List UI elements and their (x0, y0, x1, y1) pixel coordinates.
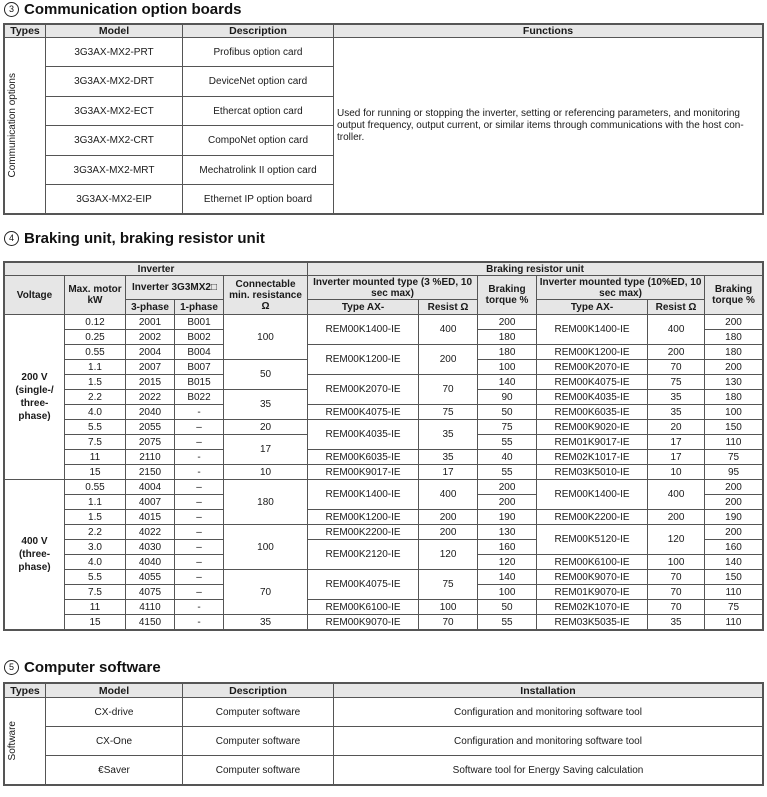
type-3ed-cell: REM00K1400-IE (308, 480, 419, 510)
torque-3ed-cell: 90 (478, 390, 537, 405)
resist-10ed-cell: 75 (648, 375, 705, 390)
table-row (5, 727, 763, 756)
resist-3ed-cell: 70 (419, 375, 478, 405)
min-resistance-cell: 100 (224, 315, 308, 360)
model-cell: CX-One (46, 727, 183, 756)
torque-10ed-cell: 180 (705, 330, 763, 345)
resist-10ed-cell: 35 (648, 390, 705, 405)
type-3ed-cell: REM00K6035-IE (308, 450, 419, 465)
model-3-phase-cell: 4075 (126, 585, 175, 600)
header-inverter-model: Inverter 3G3MX2□ (126, 276, 224, 300)
table-row (5, 510, 763, 525)
min-resistance-cell: 35 (224, 615, 308, 630)
model-3-phase-cell: 2022 (126, 390, 175, 405)
torque-3ed-cell: 55 (478, 465, 537, 480)
kw-cell: 15 (65, 615, 126, 630)
kw-cell: 11 (65, 600, 126, 615)
voltage-400v: 400 V (three- phase) (5, 480, 65, 630)
type-3ed-cell: REM00K1400-IE (308, 315, 419, 345)
torque-10ed-cell: 100 (705, 405, 763, 420)
torque-3ed-cell: 50 (478, 600, 537, 615)
resist-3ed-cell: 75 (419, 570, 478, 600)
model-1-phase-cell: – (175, 510, 224, 525)
torque-10ed-cell: 150 (705, 420, 763, 435)
model-1-phase-cell: – (175, 420, 224, 435)
communication-option-boards-table (4, 24, 763, 214)
table-row (5, 405, 763, 420)
resist-10ed-cell: 17 (648, 450, 705, 465)
min-resistance-cell: 17 (224, 435, 308, 465)
type-10ed-cell: REM02K1017-IE (537, 450, 648, 465)
type-10ed-cell: REM00K1400-IE (537, 480, 648, 510)
model-3-phase-cell: 4110 (126, 600, 175, 615)
table-row (5, 756, 763, 785)
torque-3ed-cell: 200 (478, 315, 537, 330)
model-1-phase-cell: – (175, 525, 224, 540)
model-1-phase-cell: B002 (175, 330, 224, 345)
model-cell: 3G3AX-MX2-ECT (46, 97, 183, 126)
model-1-phase-cell: - (175, 600, 224, 615)
min-resistance-cell: 100 (224, 525, 308, 570)
model-1-phase-cell: – (175, 555, 224, 570)
torque-3ed-cell: 200 (478, 480, 537, 495)
kw-cell: 1.5 (65, 375, 126, 390)
header-braking-torque-10ed: Braking torque % (705, 276, 763, 315)
header-3-phase: 3-phase (126, 300, 175, 315)
kw-cell: 1.5 (65, 510, 126, 525)
kw-cell: 2.2 (65, 525, 126, 540)
header-1-phase: 1-phase (175, 300, 224, 315)
table-row (5, 465, 763, 480)
table-row (5, 615, 763, 630)
kw-cell: 11 (65, 450, 126, 465)
model-1-phase-cell: - (175, 615, 224, 630)
header-model: Model (46, 684, 183, 698)
torque-3ed-cell: 40 (478, 450, 537, 465)
resist-10ed-cell: 400 (648, 480, 705, 510)
type-label: Communication options (7, 73, 18, 178)
kw-cell: 15 (65, 465, 126, 480)
type-3ed-cell: REM00K4075-IE (308, 405, 419, 420)
type-10ed-cell: REM01K9070-IE (537, 585, 648, 600)
model-3-phase-cell: 2150 (126, 465, 175, 480)
header-braking-resistor-unit: Braking resistor unit (308, 263, 763, 276)
type-10ed-cell: REM03K5010-IE (537, 465, 648, 480)
model-1-phase-cell: B022 (175, 390, 224, 405)
type-10ed-cell: REM00K4035-IE (537, 390, 648, 405)
type-10ed-cell: REM00K4075-IE (537, 375, 648, 390)
description-cell: DeviceNet option card (183, 67, 334, 97)
torque-10ed-cell: 200 (705, 480, 763, 495)
header-mounted-3ed: Inverter mounted type (3 %ED, 10 sec max) (308, 276, 478, 300)
torque-10ed-cell: 75 (705, 450, 763, 465)
type-10ed-cell: REM00K5120-IE (537, 525, 648, 555)
type-10ed-cell: REM02K1070-IE (537, 600, 648, 615)
resist-3ed-cell: 75 (419, 405, 478, 420)
model-3-phase-cell: 2004 (126, 345, 175, 360)
header-connectable-min-resistance: Connectable min. resistance Ω (224, 276, 308, 315)
description-cell: CompoNet option card (183, 126, 334, 156)
section-title-braking-unit: 4 Braking unit, braking resistor unit (4, 230, 265, 248)
table-row (5, 600, 763, 615)
table-row (5, 38, 763, 67)
torque-3ed-cell: 160 (478, 540, 537, 555)
model-cell: 3G3AX-MX2-PRT (46, 38, 183, 67)
torque-10ed-cell: 150 (705, 570, 763, 585)
resist-10ed-cell: 35 (648, 615, 705, 630)
table-row (5, 345, 763, 360)
kw-cell: 4.0 (65, 555, 126, 570)
resist-10ed-cell: 70 (648, 360, 705, 375)
table-row (5, 698, 763, 727)
type-10ed-cell: REM00K9020-IE (537, 420, 648, 435)
torque-3ed-cell: 140 (478, 570, 537, 585)
torque-3ed-cell: 130 (478, 525, 537, 540)
model-3-phase-cell: 4040 (126, 555, 175, 570)
description-cell: Computer software (183, 727, 334, 756)
table-row (5, 480, 763, 495)
header-description: Description (183, 25, 334, 38)
model-3-phase-cell: 4022 (126, 525, 175, 540)
section-number-badge: 3 (4, 2, 19, 17)
resist-3ed-cell: 120 (419, 540, 478, 570)
braking-unit-table (4, 262, 763, 630)
resist-3ed-cell: 35 (419, 420, 478, 450)
type-10ed-cell: REM00K1200-IE (537, 345, 648, 360)
resist-10ed-cell: 70 (648, 600, 705, 615)
header-resist-10ed: Resist Ω (648, 300, 705, 315)
kw-cell: 7.5 (65, 435, 126, 450)
torque-3ed-cell: 180 (478, 345, 537, 360)
description-cell: Mechatrolink II option card (183, 156, 334, 185)
type-3ed-cell: REM00K4035-IE (308, 420, 419, 450)
header-functions: Functions (334, 25, 763, 38)
type-10ed-cell: REM01K9017-IE (537, 435, 648, 450)
kw-cell: 5.5 (65, 570, 126, 585)
description-cell: Profibus option card (183, 38, 334, 67)
model-3-phase-cell: 2075 (126, 435, 175, 450)
header-resist-3ed: Resist Ω (419, 300, 478, 315)
description-cell: Computer software (183, 756, 334, 785)
resist-3ed-cell: 400 (419, 480, 478, 510)
type-3ed-cell: REM00K9017-IE (308, 465, 419, 480)
header-type-ax-3ed: Type AX- (308, 300, 419, 315)
kw-cell: 3.0 (65, 540, 126, 555)
header-description: Description (183, 684, 334, 698)
section-number-badge: 5 (4, 660, 19, 675)
resist-3ed-cell: 17 (419, 465, 478, 480)
torque-10ed-cell: 110 (705, 435, 763, 450)
torque-3ed-cell: 100 (478, 360, 537, 375)
model-1-phase-cell: – (175, 480, 224, 495)
model-3-phase-cell: 2007 (126, 360, 175, 375)
model-1-phase-cell: – (175, 570, 224, 585)
torque-10ed-cell: 180 (705, 345, 763, 360)
resist-3ed-cell: 200 (419, 525, 478, 540)
min-resistance-cell: 70 (224, 570, 308, 615)
model-1-phase-cell: – (175, 540, 224, 555)
model-cell: 3G3AX-MX2-DRT (46, 67, 183, 97)
model-1-phase-cell: - (175, 465, 224, 480)
type-10ed-cell: REM00K2070-IE (537, 360, 648, 375)
type-3ed-cell: REM00K2200-IE (308, 525, 419, 540)
torque-10ed-cell: 95 (705, 465, 763, 480)
kw-cell: 0.12 (65, 315, 126, 330)
torque-10ed-cell: 200 (705, 360, 763, 375)
min-resistance-cell: 10 (224, 465, 308, 480)
type-3ed-cell: REM00K1200-IE (308, 345, 419, 375)
section-number-badge: 4 (4, 231, 19, 246)
torque-3ed-cell: 55 (478, 615, 537, 630)
table-row (5, 375, 763, 390)
installation-cell: Software tool for Energy Saving calculation (334, 756, 763, 785)
torque-3ed-cell: 120 (478, 555, 537, 570)
model-3-phase-cell: 2015 (126, 375, 175, 390)
model-1-phase-cell: - (175, 450, 224, 465)
table-row (5, 420, 763, 435)
model-1-phase-cell: B015 (175, 375, 224, 390)
resist-10ed-cell: 200 (648, 345, 705, 360)
model-3-phase-cell: 4015 (126, 510, 175, 525)
model-cell: 3G3AX-MX2-EIP (46, 185, 183, 214)
torque-3ed-cell: 100 (478, 585, 537, 600)
resist-10ed-cell: 35 (648, 405, 705, 420)
model-1-phase-cell: - (175, 405, 224, 420)
torque-10ed-cell: 110 (705, 585, 763, 600)
functions-cell: Used for running or stopping the inverter, setting or referencing parameters, and monitoring output frequency, output current, or similar items through communications with the host con-troller. (334, 38, 763, 214)
resist-10ed-cell: 70 (648, 570, 705, 585)
kw-cell: 0.55 (65, 480, 126, 495)
torque-10ed-cell: 200 (705, 525, 763, 540)
kw-cell: 1.1 (65, 495, 126, 510)
type-3ed-cell: REM00K9070-IE (308, 615, 419, 630)
model-cell: 3G3AX-MX2-MRT (46, 156, 183, 185)
type-3ed-cell: REM00K6100-IE (308, 600, 419, 615)
torque-3ed-cell: 200 (478, 495, 537, 510)
kw-cell: 2.2 (65, 390, 126, 405)
computer-software-table (4, 683, 763, 785)
description-cell: Ethernet IP option board (183, 185, 334, 214)
torque-10ed-cell: 160 (705, 540, 763, 555)
header-max-motor-kw: Max. motor kW (65, 276, 126, 315)
section-title-communication-option-boards: 3 Communication option boards (4, 1, 242, 19)
model-1-phase-cell: B007 (175, 360, 224, 375)
header-mounted-10ed: Inverter mounted type (10%ED, 10 sec max) (537, 276, 705, 300)
model-1-phase-cell: – (175, 585, 224, 600)
installation-cell: Configuration and monitoring software tool (334, 698, 763, 727)
model-cell: 3G3AX-MX2-CRT (46, 126, 183, 156)
table-row (5, 525, 763, 540)
installation-cell: Configuration and monitoring software tool (334, 727, 763, 756)
kw-cell: 1.1 (65, 360, 126, 375)
model-3-phase-cell: 2055 (126, 420, 175, 435)
model-3-phase-cell: 4150 (126, 615, 175, 630)
model-3-phase-cell: 2001 (126, 315, 175, 330)
resist-10ed-cell: 10 (648, 465, 705, 480)
torque-10ed-cell: 110 (705, 615, 763, 630)
torque-10ed-cell: 180 (705, 390, 763, 405)
type-10ed-cell: REM00K2200-IE (537, 510, 648, 525)
torque-10ed-cell: 75 (705, 600, 763, 615)
model-3-phase-cell: 4004 (126, 480, 175, 495)
resist-3ed-cell: 70 (419, 615, 478, 630)
resist-10ed-cell: 70 (648, 585, 705, 600)
kw-cell: 0.55 (65, 345, 126, 360)
model-3-phase-cell: 2002 (126, 330, 175, 345)
type-3ed-cell: REM00K2120-IE (308, 540, 419, 570)
type-label: Software (7, 721, 18, 761)
table-row (5, 315, 763, 330)
type-3ed-cell: REM00K4075-IE (308, 570, 419, 600)
resist-3ed-cell: 400 (419, 315, 478, 345)
header-braking-torque-3ed: Braking torque % (478, 276, 537, 315)
model-cell: €Saver (46, 756, 183, 785)
torque-10ed-cell: 130 (705, 375, 763, 390)
model-1-phase-cell: – (175, 435, 224, 450)
torque-3ed-cell: 190 (478, 510, 537, 525)
resist-3ed-cell: 35 (419, 450, 478, 465)
model-1-phase-cell: B004 (175, 345, 224, 360)
voltage-200v: 200 V (single-/ three- phase) (5, 315, 65, 480)
header-installation: Installation (334, 684, 763, 698)
torque-3ed-cell: 55 (478, 435, 537, 450)
kw-cell: 4.0 (65, 405, 126, 420)
resist-10ed-cell: 100 (648, 555, 705, 570)
resist-3ed-cell: 200 (419, 510, 478, 525)
model-3-phase-cell: 4007 (126, 495, 175, 510)
torque-10ed-cell: 200 (705, 495, 763, 510)
min-resistance-cell: 50 (224, 360, 308, 390)
resist-10ed-cell: 20 (648, 420, 705, 435)
kw-cell: 7.5 (65, 585, 126, 600)
model-3-phase-cell: 4055 (126, 570, 175, 585)
model-1-phase-cell: – (175, 495, 224, 510)
description-cell: Computer software (183, 698, 334, 727)
type-10ed-cell: REM00K1400-IE (537, 315, 648, 345)
torque-10ed-cell: 190 (705, 510, 763, 525)
description-cell: Ethercat option card (183, 97, 334, 126)
header-model: Model (46, 25, 183, 38)
kw-cell: 5.5 (65, 420, 126, 435)
resist-10ed-cell: 17 (648, 435, 705, 450)
table-row (5, 570, 763, 585)
resist-3ed-cell: 100 (419, 600, 478, 615)
torque-3ed-cell: 50 (478, 405, 537, 420)
type-10ed-cell: REM03K5035-IE (537, 615, 648, 630)
table-row (5, 450, 763, 465)
type-10ed-cell: REM00K9070-IE (537, 570, 648, 585)
resist-10ed-cell: 200 (648, 510, 705, 525)
type-cell (5, 38, 46, 214)
header-types: Types (5, 25, 46, 38)
torque-10ed-cell: 200 (705, 315, 763, 330)
type-3ed-cell: REM00K2070-IE (308, 375, 419, 405)
min-resistance-cell: 35 (224, 390, 308, 420)
torque-10ed-cell: 140 (705, 555, 763, 570)
resist-10ed-cell: 400 (648, 315, 705, 345)
type-3ed-cell: REM00K1200-IE (308, 510, 419, 525)
resist-3ed-cell: 200 (419, 345, 478, 375)
model-3-phase-cell: 2110 (126, 450, 175, 465)
model-1-phase-cell: B001 (175, 315, 224, 330)
type-10ed-cell: REM00K6035-IE (537, 405, 648, 420)
kw-cell: 0.25 (65, 330, 126, 345)
header-inverter: Inverter (5, 263, 308, 276)
model-3-phase-cell: 2040 (126, 405, 175, 420)
type-cell (5, 698, 46, 785)
torque-3ed-cell: 180 (478, 330, 537, 345)
header-type-ax-10ed: Type AX- (537, 300, 648, 315)
torque-3ed-cell: 140 (478, 375, 537, 390)
header-types: Types (5, 684, 46, 698)
min-resistance-cell: 20 (224, 420, 308, 435)
model-cell: CX-drive (46, 698, 183, 727)
header-voltage: Voltage (5, 276, 65, 315)
resist-10ed-cell: 120 (648, 525, 705, 555)
min-resistance-cell: 180 (224, 480, 308, 525)
torque-3ed-cell: 75 (478, 420, 537, 435)
type-10ed-cell: REM00K6100-IE (537, 555, 648, 570)
model-3-phase-cell: 4030 (126, 540, 175, 555)
section-title-computer-software: 5 Computer software (4, 659, 161, 677)
